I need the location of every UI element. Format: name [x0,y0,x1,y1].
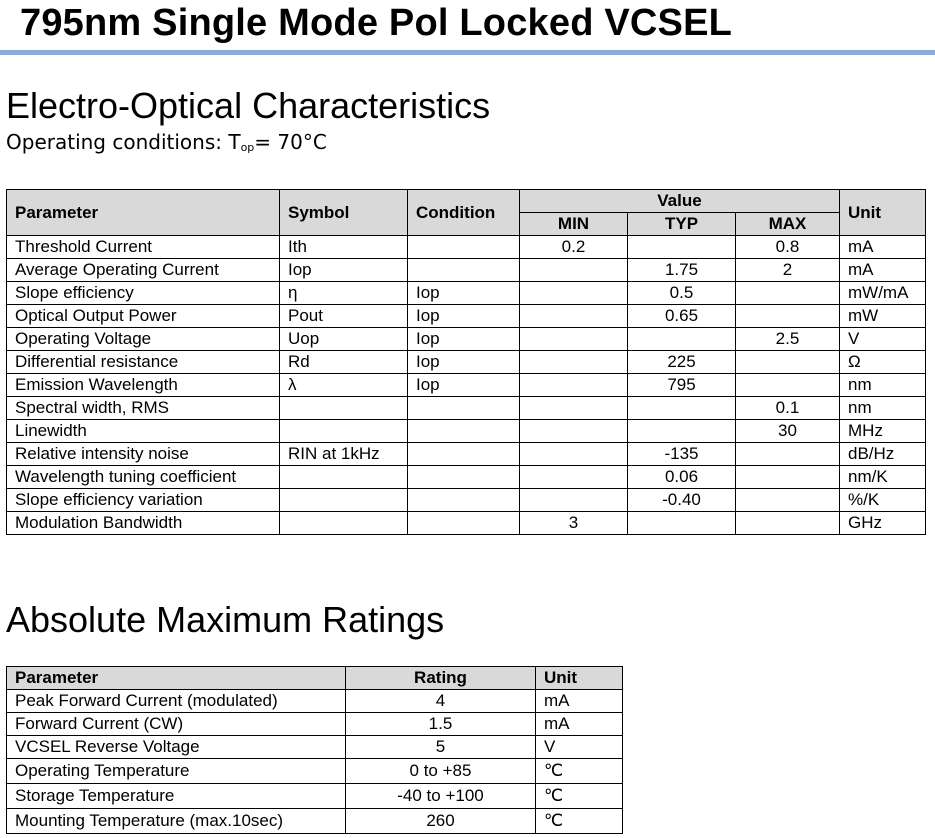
cell-max [736,351,840,374]
cell-min [520,282,628,305]
cell-condition: Iop [408,374,520,397]
cell-typ [628,397,736,420]
cell-parameter: Differential resistance [7,351,280,374]
eo-header-max: MAX [736,213,840,236]
cell-parameter: Operating Temperature [7,759,346,784]
cell-typ: 795 [628,374,736,397]
cell-typ: 0.5 [628,282,736,305]
cell-unit: mW/mA [840,282,926,305]
cell-condition: Iop [408,282,520,305]
cell-unit: ℃ [536,809,623,834]
cell-parameter: Modulation Bandwidth [7,512,280,535]
cell-min [520,443,628,466]
electro-optical-heading: Electro-Optical Characteristics [6,85,491,126]
table-row [7,809,623,834]
cell-symbol [280,466,408,489]
eo-header-condition: Condition [408,190,520,236]
cell-max [736,305,840,328]
table-row [7,690,623,713]
cell-unit: nm [840,374,926,397]
table-row [7,420,926,443]
cell-max [736,282,840,305]
table-row [7,489,926,512]
electro-optical-table [6,189,926,535]
cell-symbol: Rd [280,351,408,374]
cell-unit: %/K [840,489,926,512]
absolute-max-table-body [7,690,623,834]
cell-unit: dB/Hz [840,443,926,466]
cell-parameter: Emission Wavelength [7,374,280,397]
operating-conditions [6,129,327,161]
cell-typ [628,512,736,535]
cell-min [520,259,628,282]
cell-min [520,397,628,420]
cell-unit: mA [536,690,623,713]
cell-typ: 225 [628,351,736,374]
cell-unit: ℃ [536,759,623,784]
table-row [7,374,926,397]
cell-unit: nm [840,397,926,420]
cell-parameter: Forward Current (CW) [7,713,346,736]
table-row [7,236,926,259]
table-row [7,259,926,282]
cell-symbol: λ [280,374,408,397]
eo-header-symbol: Symbol [280,190,408,236]
cell-condition: Iop [408,328,520,351]
cell-rating: 260 [346,809,536,834]
cell-max [736,443,840,466]
cell-min [520,489,628,512]
table-row [7,351,926,374]
cell-max [736,512,840,535]
cell-parameter: Average Operating Current [7,259,280,282]
table-row [7,784,623,809]
cell-parameter: Optical Output Power [7,305,280,328]
table-row [7,443,926,466]
cell-parameter: Linewidth [7,420,280,443]
cell-min [520,351,628,374]
cell-min [520,305,628,328]
title-underline-rule [0,50,935,55]
cell-min: 0.2 [520,236,628,259]
conditions-prefix: Operating conditions: T [6,130,241,154]
cell-min: 3 [520,512,628,535]
cell-condition [408,512,520,535]
document-title: 795nm Single Mode Pol Locked VCSEL [20,2,733,44]
cell-typ: 0.06 [628,466,736,489]
cell-max [736,489,840,512]
eo-header-min: MIN [520,213,628,236]
cell-unit: mA [536,713,623,736]
cell-unit: V [840,328,926,351]
table-row [7,759,623,784]
cell-rating: 4 [346,690,536,713]
cell-typ [628,420,736,443]
cell-parameter: Peak Forward Current (modulated) [7,690,346,713]
cell-max: 0.1 [736,397,840,420]
cell-typ: 1.75 [628,259,736,282]
cell-symbol: Pout [280,305,408,328]
cell-symbol [280,420,408,443]
table-row [7,305,926,328]
eo-header-value: Value [520,190,840,213]
eo-header-parameter: Parameter [7,190,280,236]
cell-symbol: Ith [280,236,408,259]
cell-max: 30 [736,420,840,443]
electro-optical-table-body [7,236,926,535]
cell-rating: 5 [346,736,536,759]
cell-unit: ℃ [536,784,623,809]
cell-min [520,420,628,443]
cell-condition [408,489,520,512]
table-row [7,736,623,759]
cell-condition [408,259,520,282]
cell-condition: Iop [408,305,520,328]
cell-parameter: Slope efficiency variation [7,489,280,512]
cell-typ: -0.40 [628,489,736,512]
cell-parameter: Relative intensity noise [7,443,280,466]
cell-max: 0.8 [736,236,840,259]
cell-condition [408,397,520,420]
cell-symbol [280,489,408,512]
cell-parameter: Wavelength tuning coefficient [7,466,280,489]
table-row [7,282,926,305]
cell-parameter: Threshold Current [7,236,280,259]
cell-parameter: Storage Temperature [7,784,346,809]
cell-parameter: VCSEL Reverse Voltage [7,736,346,759]
cell-symbol: Uop [280,328,408,351]
cell-unit: mA [840,236,926,259]
absolute-max-heading: Absolute Maximum Ratings [6,599,445,640]
cell-parameter: Slope efficiency [7,282,280,305]
cell-min [520,466,628,489]
cell-symbol: Iop [280,259,408,282]
cell-unit: MHz [840,420,926,443]
cell-typ [628,328,736,351]
cell-unit: mW [840,305,926,328]
cell-symbol: RIN at 1kHz [280,443,408,466]
cell-min [520,374,628,397]
cell-max [736,466,840,489]
cell-typ: -135 [628,443,736,466]
eo-header-unit: Unit [840,190,926,236]
cell-rating: 1.5 [346,713,536,736]
cell-symbol [280,397,408,420]
cell-parameter: Operating Voltage [7,328,280,351]
amr-header-rating: Rating [346,667,536,690]
table-row [7,328,926,351]
amr-header-parameter: Parameter [7,667,346,690]
table-row [7,713,623,736]
table-row [7,512,926,535]
cell-typ [628,236,736,259]
cell-unit: mA [840,259,926,282]
table-row [7,466,926,489]
cell-max: 2 [736,259,840,282]
eo-header-typ: TYP [628,213,736,236]
cell-condition [408,466,520,489]
cell-max: 2.5 [736,328,840,351]
conditions-suffix: = 70°C [254,130,327,154]
cell-condition [408,443,520,466]
cell-parameter: Mounting Temperature (max.10sec) [7,809,346,834]
cell-symbol: η [280,282,408,305]
cell-max [736,374,840,397]
cell-parameter: Spectral width, RMS [7,397,280,420]
cell-rating: -40 to +100 [346,784,536,809]
cell-unit: V [536,736,623,759]
cell-unit: nm/K [840,466,926,489]
cell-symbol [280,512,408,535]
table-row [7,397,926,420]
cell-unit: GHz [840,512,926,535]
amr-header-unit: Unit [536,667,623,690]
cell-condition [408,420,520,443]
absolute-max-table [6,666,623,834]
cell-unit: Ω [840,351,926,374]
cell-rating: 0 to +85 [346,759,536,784]
cell-min [520,328,628,351]
cell-typ: 0.65 [628,305,736,328]
cell-condition [408,236,520,259]
conditions-subscript: op [240,141,255,154]
cell-condition: Iop [408,351,520,374]
